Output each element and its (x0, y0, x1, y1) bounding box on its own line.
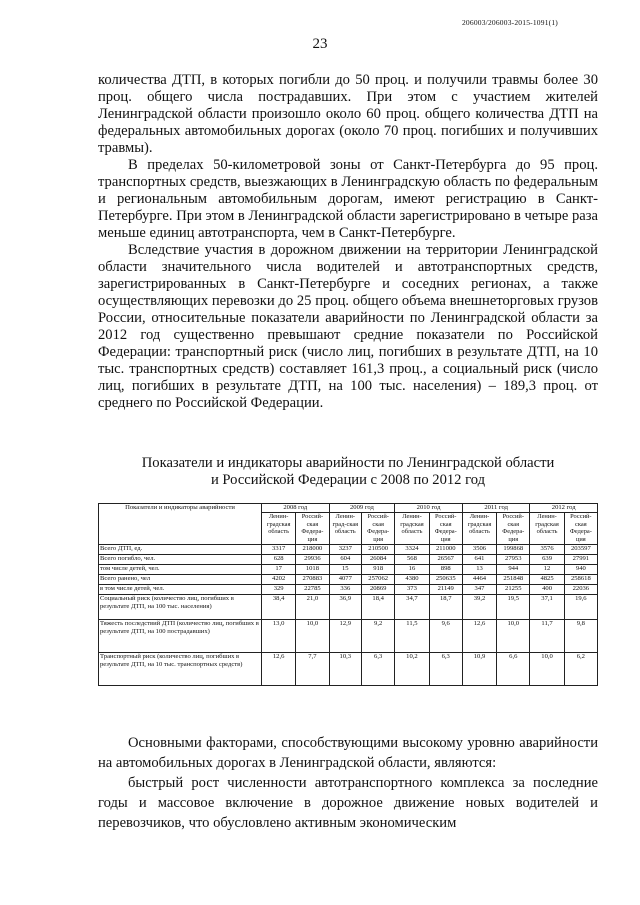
table-row (99, 584, 598, 594)
table-cell: 12,9 (329, 619, 362, 652)
region-header: Ленин-градская область (462, 513, 496, 544)
row-label: том числе детей, чел. (99, 564, 262, 574)
table-cell: 20869 (362, 584, 395, 594)
table-cell: 199868 (497, 544, 530, 554)
table-row (99, 574, 598, 584)
table-cell: 3506 (462, 544, 496, 554)
table-cell: 15 (329, 564, 362, 574)
table-cell: 11,5 (395, 619, 429, 652)
table-cell: 3324 (395, 544, 429, 554)
table-cell: 270883 (296, 574, 329, 584)
table-cell: 568 (395, 554, 429, 564)
table-cell: 940 (564, 564, 597, 574)
table-row (99, 594, 598, 619)
table-cell: 12 (530, 564, 564, 574)
table-year-header-row (99, 504, 598, 513)
region-header: Россий-ская Федера-ция (497, 513, 530, 544)
row-label: Всего ранено, чел (99, 574, 262, 584)
table-cell: 6,2 (564, 652, 597, 685)
table-corner-label: Показатели и индикаторы аварийности (99, 504, 262, 545)
year-header: 2009 год (329, 504, 395, 513)
table-cell: 36,9 (329, 594, 362, 619)
document-id: 206003/206003-2015-1091(1) (461, 18, 558, 27)
table-caption (98, 455, 598, 489)
table-cell: 11,7 (530, 619, 564, 652)
table-cell: 218000 (296, 544, 329, 554)
region-header: Россий-ская Федера-ция (564, 513, 597, 544)
region-header: Россий-ская Федера-ция (296, 513, 329, 544)
table-cell: 26084 (362, 554, 395, 564)
table-cell: 918 (362, 564, 395, 574)
table-cell: 329 (262, 584, 296, 594)
table-cell: 258618 (564, 574, 597, 584)
paragraph-1: количества ДТП, в которых погибли до 50 проц. и получили травмы более 30 проц. общего числа пострадавших. При этом с участием жителей Ленинградской области произошло около 60 проц. общего количества ДТП на федеральных автомобильных дорогах (около 70 проц. погибших и получивших травмы). (98, 72, 598, 156)
table-cell: 250635 (429, 574, 462, 584)
table-cell: 210500 (362, 544, 395, 554)
table-cell: 17 (262, 564, 296, 574)
table-cell: 347 (462, 584, 496, 594)
table-cell: 6,3 (429, 652, 462, 685)
table-cell: 944 (497, 564, 530, 574)
paragraph-4: Основными факторами, способствующими высокому уровню аварийности на автомобильных дорогах в Ленинградской области, являются: (98, 735, 598, 771)
table-cell: 6,3 (362, 652, 395, 685)
table-cell: 9,8 (564, 619, 597, 652)
table-cell: 10,3 (329, 652, 362, 685)
region-header: Ленин-град-ская область (329, 513, 362, 544)
row-label: Социальный риск (количество лиц, погибших в результате ДТП, на 100 тыс. населения) (99, 594, 262, 619)
table-cell: 4380 (395, 574, 429, 584)
table-cell: 6,6 (497, 652, 530, 685)
paragraph-3: Вследствие участия в дорожном движении на территории Ленинградской области значительного числа водителей и автотранспортных средств, зарегистрированных в Санкт-Петербурге и соседних регионах, а также осуществляющих перевозки до 25 проц. общего объема внешнеторговых грузов России, относительные показатели аварийности по Ленинградской области за 2012 год существенно превышают средние показатели по Российской Федерации: транспортный риск (число лиц, погибших в результате ДТП, на 10 тыс. транспортных средств) составляет 161,3 проц., а социальный риск (число лиц, погибших в результате ДТП, на 100 тыс. населения) – 189,3 проц. от среднего по Российской Федерации. (98, 242, 598, 411)
table-cell: 604 (329, 554, 362, 564)
region-header: Ленин-градская область (262, 513, 296, 544)
table-cell: 1018 (296, 564, 329, 574)
table-cell: 22785 (296, 584, 329, 594)
page-number: 23 (312, 36, 328, 52)
table-cell: 639 (530, 554, 564, 564)
table-cell: 9,6 (429, 619, 462, 652)
table-cell: 37,1 (530, 594, 564, 619)
table-cell: 18,7 (429, 594, 462, 619)
table-cell: 27991 (564, 554, 597, 564)
table-cell: 19,5 (497, 594, 530, 619)
table-cell: 3317 (262, 544, 296, 554)
region-header: Россий-ская Федера-ция (362, 513, 395, 544)
body-text-bottom (98, 733, 598, 833)
row-label: Тяжесть последствий ДТП (количество лиц, погибших в результате ДТП, на 100 пострадавших) (99, 619, 262, 652)
table-cell: 628 (262, 554, 296, 564)
table-cell: 13,0 (262, 619, 296, 652)
table-cell: 3237 (329, 544, 362, 554)
table-cell: 13 (462, 564, 496, 574)
region-header: Ленин-градская область (530, 513, 564, 544)
table-body (99, 544, 598, 685)
table-row (99, 544, 598, 554)
table-cell: 641 (462, 554, 496, 564)
table-cell: 336 (329, 584, 362, 594)
table-cell: 38,4 (262, 594, 296, 619)
table-cell: 10,0 (497, 619, 530, 652)
table-cell: 12,6 (462, 619, 496, 652)
table-cell: 29936 (296, 554, 329, 564)
year-header: 2010 год (395, 504, 463, 513)
table-cell: 21149 (429, 584, 462, 594)
region-header: Россий-ская Федера-ция (429, 513, 462, 544)
year-header: 2012 год (530, 504, 598, 513)
table-cell: 27953 (497, 554, 530, 564)
row-label: в том числе детей, чел. (99, 584, 262, 594)
row-label: Всего погибло, чел. (99, 554, 262, 564)
table-caption-line-2: и Российской Федерации с 2008 по 2012 год (210, 472, 486, 488)
table-cell: 10,9 (462, 652, 496, 685)
row-label: Всего ДТП, ед. (99, 544, 262, 554)
table-cell: 211000 (429, 544, 462, 554)
table-row (99, 564, 598, 574)
table-cell: 10,0 (296, 619, 329, 652)
table-row (99, 619, 598, 652)
table-row (99, 554, 598, 564)
table-cell: 19,6 (564, 594, 597, 619)
table-cell: 373 (395, 584, 429, 594)
row-label: Транспортный риск (количество лиц, погибших в результате ДТП, на 10 тыс. транспортных средств) (99, 652, 262, 685)
table-cell: 257062 (362, 574, 395, 584)
paragraph-5: быстрый рост численности автотранспортного комплекса за последние годы и массовое включение в дорожное движение новых водителей и перевозчиков, что обусловлено активным экономическим (98, 775, 598, 831)
table-cell: 203597 (564, 544, 597, 554)
accident-statistics-table (98, 503, 598, 686)
table-cell: 7,7 (296, 652, 329, 685)
year-header: 2011 год (462, 504, 530, 513)
table-cell: 898 (429, 564, 462, 574)
table-cell: 4825 (530, 574, 564, 584)
table-cell: 4077 (329, 574, 362, 584)
region-header: Ленин-градская область (395, 513, 429, 544)
table-cell: 251848 (497, 574, 530, 584)
table-cell: 39,2 (462, 594, 496, 619)
table-cell: 9,2 (362, 619, 395, 652)
year-header: 2008 год (262, 504, 330, 513)
table-cell: 26567 (429, 554, 462, 564)
table-cell: 21,0 (296, 594, 329, 619)
table-cell: 4202 (262, 574, 296, 584)
body-text-top (98, 72, 598, 412)
table-cell: 4464 (462, 574, 496, 584)
table-cell: 21255 (497, 584, 530, 594)
table-cell: 18,4 (362, 594, 395, 619)
table-row (99, 652, 598, 685)
table-cell: 10,2 (395, 652, 429, 685)
paragraph-2: В пределах 50-километровой зоны от Санкт-Петербурга до 95 проц. транспортных средств, выезжающих в Ленинградскую область по федеральным и региональным автомобильным дорогам, имеют регистрацию в Санкт-Петербурге. При этом в Ленинградской области зарегистрировано в четыре раза меньше единиц автотранспорта, чем в Санкт-Петербурге. (98, 157, 598, 241)
table-cell: 10,0 (530, 652, 564, 685)
table-cell: 400 (530, 584, 564, 594)
table-cell: 34,7 (395, 594, 429, 619)
table-cell: 3576 (530, 544, 564, 554)
table-cell: 16 (395, 564, 429, 574)
table-cell: 22036 (564, 584, 597, 594)
table-caption-line-1: Показатели и индикаторы аварийности по Ленинградской области (141, 455, 555, 471)
table-cell: 12,6 (262, 652, 296, 685)
